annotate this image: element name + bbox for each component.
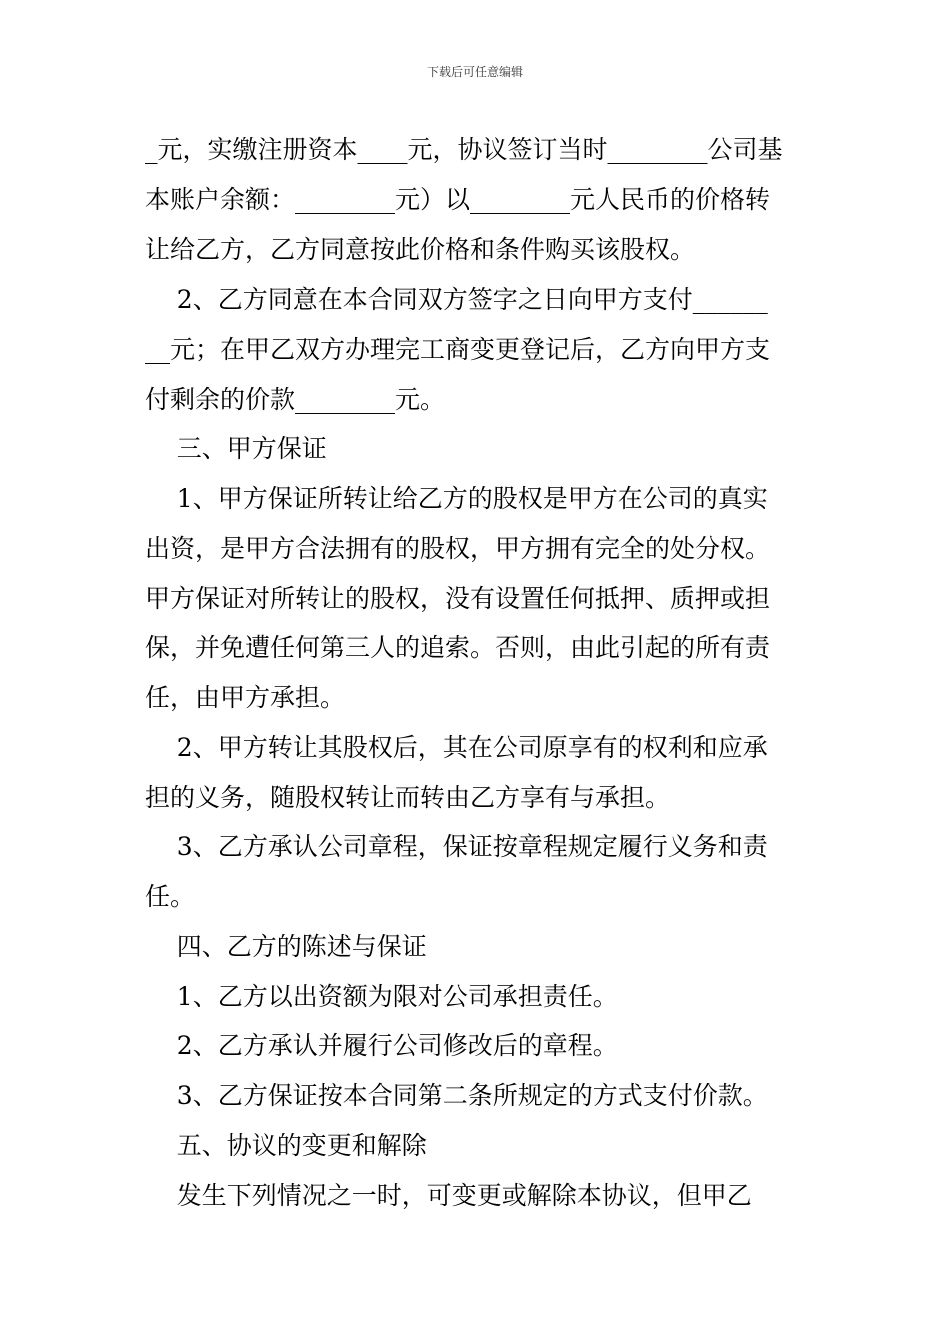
text-line: 2、乙方同意在本合同双方签字之日向甲方支付______: [145, 285, 768, 314]
text-line: 付剩余的价款________元。: [145, 385, 446, 414]
text-line: 保，并免遭任何第三人的追索。否则，由此引起的所有责: [145, 633, 771, 662]
section-heading: 三、甲方保证: [145, 434, 327, 463]
text-line: 3、乙方保证按本合同第二条所规定的方式支付价款。: [145, 1081, 768, 1110]
text-line: 甲方保证对所转让的股权，没有设置任何抵押、质押或担: [145, 584, 771, 613]
text-line: __元；在甲乙双方办理完工商变更登记后，乙方向甲方支: [145, 335, 771, 364]
text-line: 任。: [145, 882, 196, 911]
text-line: 本账户余额：________元）以________元人民币的价格转: [145, 185, 771, 214]
page-header: 下载后可任意编辑: [426, 65, 523, 79]
text-line: 3、乙方承认公司章程，保证按章程规定履行义务和责: [145, 832, 768, 861]
section-heading: 四、乙方的陈述与保证: [145, 932, 427, 961]
text-line: 任，由甲方承担。: [145, 683, 346, 712]
text-line: 出资，是甲方合法拥有的股权，甲方拥有完全的处分权。: [145, 534, 771, 563]
text-line: 1、甲方保证所转让给乙方的股权是甲方在公司的真实: [145, 484, 768, 513]
text-line: 发生下列情况之一时，可变更或解除本协议，但甲乙: [145, 1181, 752, 1210]
text-line: 2、甲方转让其股权后，其在公司原享有的权利和应承: [145, 733, 768, 762]
section-heading: 五、协议的变更和解除: [145, 1131, 427, 1160]
text-line: 担的义务，随股权转让而转由乙方享有与承担。: [145, 783, 671, 812]
text-line: 让给乙方，乙方同意按此价格和条件购买该股权。: [145, 235, 696, 264]
text-line: 1、乙方以出资额为限对公司承担责任。: [145, 982, 618, 1011]
text-line: 2、乙方承认并履行公司修改后的章程。: [145, 1031, 618, 1060]
text-line: _元，实缴注册资本____元，协议签订当时________公司基: [145, 135, 783, 164]
